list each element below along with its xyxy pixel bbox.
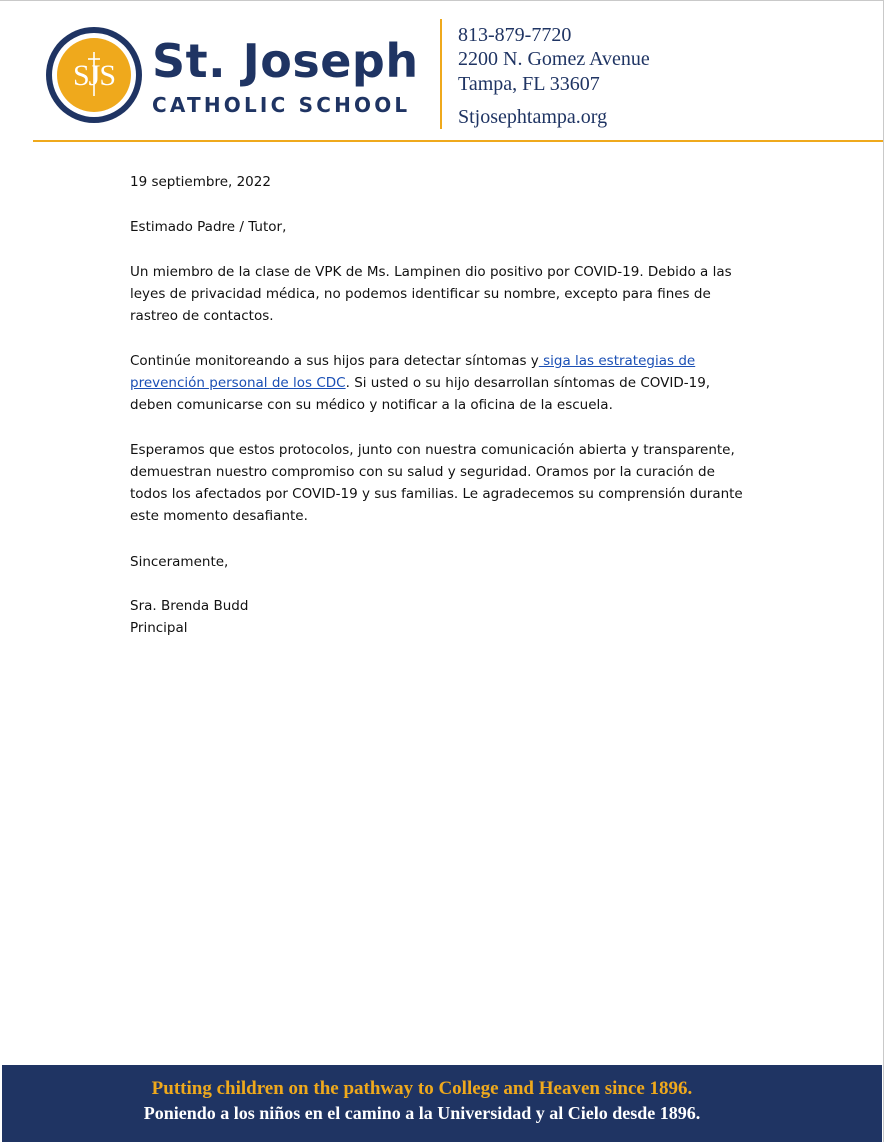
salutation: Estimado Padre / Tutor,: [130, 219, 287, 235]
paragraph-2: [130, 350, 750, 416]
logo-monogram-icon: [57, 38, 131, 112]
website-link[interactable]: Stjosephtampa.org: [458, 106, 608, 128]
signature-title: Principal: [130, 620, 188, 636]
closing: Sinceramente,: [130, 554, 229, 570]
paragraph-3: Esperamos que estos protocolos, junto con nuestra comunicación abierta y transparente, demuestran nuestro compromiso con su salud y seguridad. Oramos por la curación de todos los afectados por COVID-19 y sus familias. Le agradecemos su comprensión durante este momento desafiante.: [130, 442, 743, 524]
address-line-1: 2200 N. Gomez Avenue: [458, 48, 650, 70]
footer-motto-english: Putting children on the pathway to College and Heaven since 1896.: [151, 1078, 693, 1099]
school-subtitle: CATHOLIC SCHOOL: [152, 93, 411, 117]
signature-name: Sra. Brenda Budd: [130, 598, 249, 614]
phone-number: 813-879-7720: [458, 24, 572, 46]
letter-date: 19 septiembre, 2022: [130, 174, 271, 190]
school-logo-seal: [46, 27, 142, 123]
footer-motto-spanish: Poniendo a los niños en el camino a la Universidad y al Cielo desde 1896.: [143, 1103, 701, 1123]
header-rule: [33, 140, 883, 142]
paragraph-1: Un miembro de la clase de VPK de Ms. Lampinen dio positivo por COVID-19. Debido a las leyes de privacidad médica, no podemos identificar su nombre, excepto para fines de rastreo de contactos.: [130, 264, 732, 324]
address-line-2: Tampa, FL 33607: [458, 73, 600, 95]
cdc-prevention-link[interactable]: siga las estrategias de prevención personal de los CDC: [130, 353, 696, 391]
footer-banner: [2, 1065, 882, 1142]
paragraph-2-text-end: . Si usted o su hijo desarrollan síntomas de COVID-19, deben comunicarse con su médico y notificar a la oficina de la escuela.: [130, 375, 711, 413]
school-name: St. Joseph: [152, 34, 419, 88]
paragraph-2-text-start: Continúe monitoreando a sus hijos para detectar síntomas y: [130, 353, 539, 369]
header-divider: [440, 19, 442, 129]
svg-text:SJS: SJS: [72, 59, 116, 92]
